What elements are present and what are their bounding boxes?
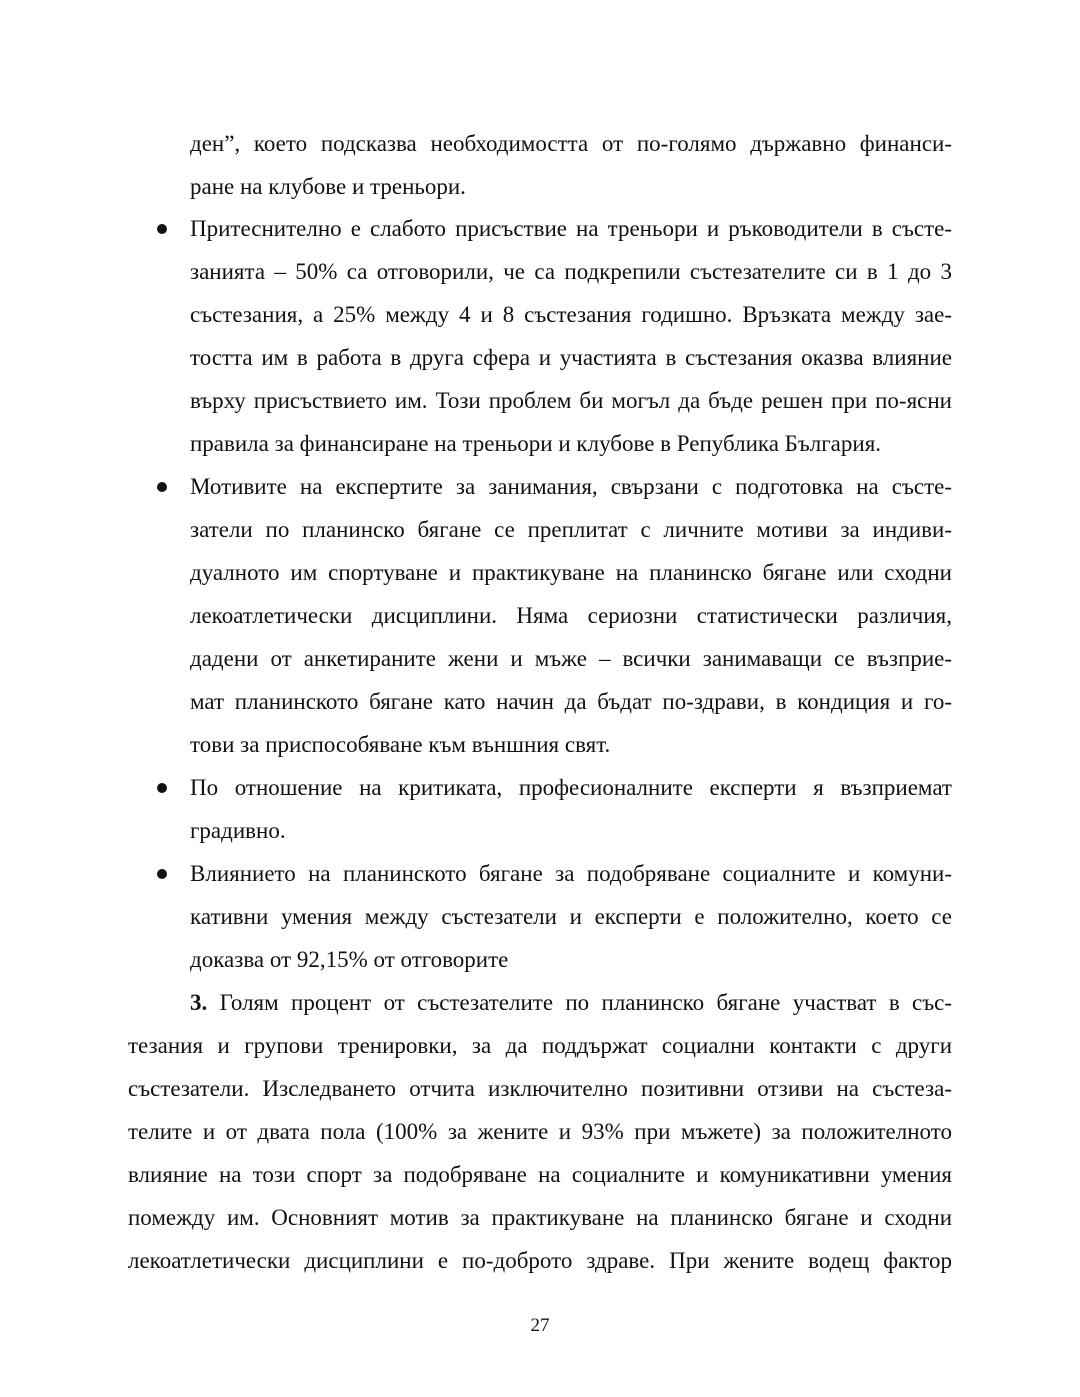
text-line: По отношение на критиката, професионалните експерти я възприемат bbox=[190, 775, 952, 800]
text-line: доказва от 92,15% от отговорите bbox=[190, 947, 509, 972]
text-line: градивно. bbox=[190, 818, 286, 843]
bullet-icon bbox=[157, 783, 167, 793]
bullet-icon bbox=[157, 869, 167, 879]
text-line: занията – 50% са отговорили, че са подкрепили състезателите си в 1 до 3 bbox=[190, 259, 952, 284]
text-line: състезания, а 25% между 4 и 8 състезания годишно. Връзката между зае- bbox=[190, 302, 952, 327]
text-line: върху присъствието им. Този проблем би могъл да бъде решен при по-ясни bbox=[190, 388, 952, 413]
text-line: кативни умения между състезатели и експерти е положително, което се bbox=[190, 904, 952, 929]
text-line: правила за финансиране на треньори и клубове в Република България. bbox=[190, 431, 882, 456]
text-line: Мотивите на експертите за занимания, свързани с подготовка на състе- bbox=[190, 474, 952, 499]
text-line: мат планинското бягане като начин да бъдат по-здрави, в кондиция и го- bbox=[190, 689, 952, 714]
text-line: влияние на този спорт за подобряване на социалните и комуникативни умения bbox=[128, 1162, 952, 1187]
text-line: тостта им в работа в друга сфера и участията в състезания оказва влияние bbox=[190, 345, 952, 370]
text-line: телите и от двата пола (100% за жените и 93% при мъжете) за положителното bbox=[128, 1119, 952, 1144]
text-line: помежду им. Основният мотив за практикуване на планинско бягане и сходни bbox=[128, 1205, 952, 1230]
text-line: състезатели. Изследването отчита изключително позитивни отзиви на състеза- bbox=[128, 1076, 952, 1101]
text-line: дадени от анкетираните жени и мъже – всички занимаващи се възприе- bbox=[190, 646, 952, 671]
text-line: тезания и групови тренировки, за да поддържат социални контакти с други bbox=[128, 1033, 952, 1058]
text-line: затели по планинско бягане се преплитат с личните мотиви за индиви- bbox=[190, 517, 952, 542]
text-line: ден”, което подсказва необходимостта от по-голямо държавно финанси- bbox=[190, 131, 952, 156]
text-line: Притеснително е слабото присъствие на треньори и ръководители в състе- bbox=[190, 216, 952, 241]
paragraph-first-line bbox=[190, 989, 952, 1017]
text-line: лекоатлетически дисциплини е по-доброто здраве. При жените водещ фактор bbox=[128, 1248, 952, 1273]
paragraph-first-line-text: Голям процент от състезателите по планинско бягане участват в със- bbox=[219, 990, 953, 1015]
paragraph-number: 3. bbox=[190, 990, 208, 1015]
page-number: 27 bbox=[530, 1315, 550, 1336]
text-line: Влиянието на планинското бягане за подобряване социалните и комуни- bbox=[190, 861, 952, 886]
text-line: ране на клубове и треньори. bbox=[190, 174, 466, 199]
text-line: дуалното им спортуване и практикуване на планинско бягане или сходни bbox=[190, 560, 952, 585]
bullet-icon bbox=[157, 482, 167, 492]
bullet-icon bbox=[157, 224, 167, 234]
text-line: лекоатлетически дисциплини. Няма сериозни статистически различия, bbox=[190, 603, 952, 628]
text-line: тови за приспособяване към външния свят. bbox=[190, 732, 611, 757]
